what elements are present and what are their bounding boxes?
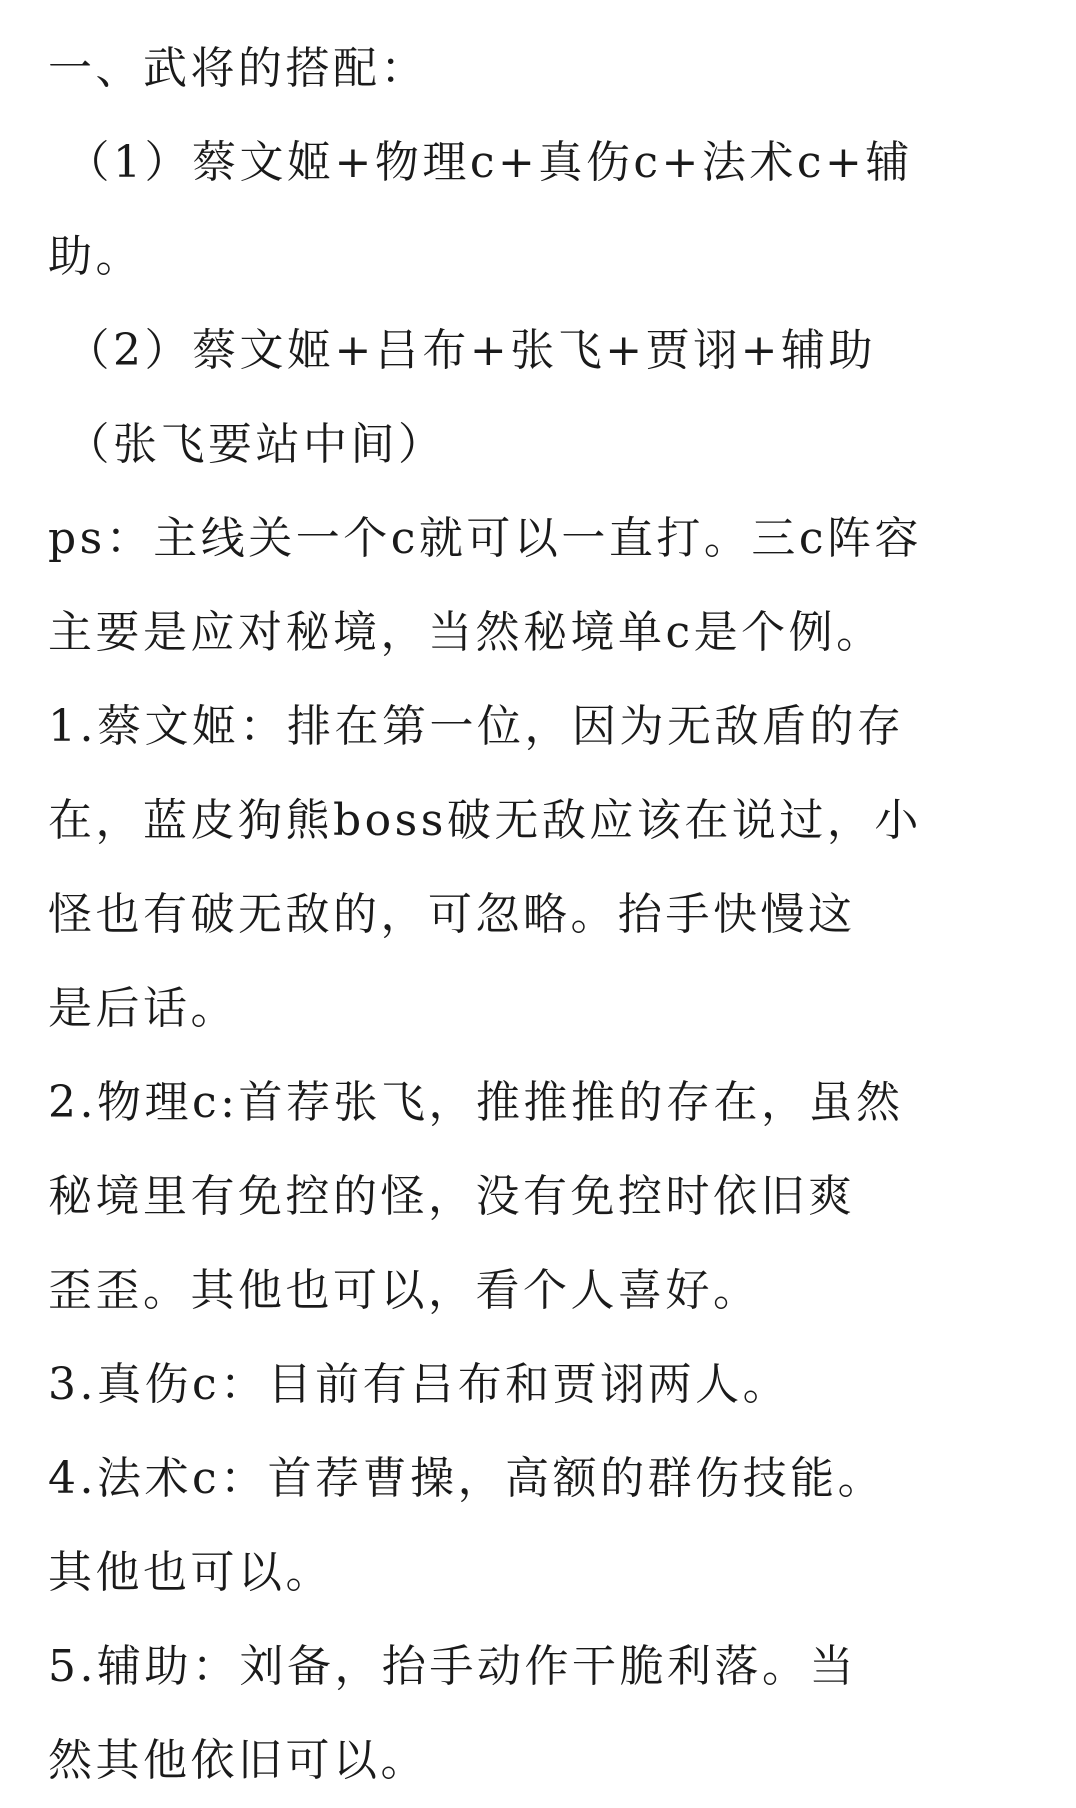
- text-line: 1.蔡文姬：排在第一位，因为无敌盾的存: [48, 701, 905, 752]
- text-line: （张飞要站中间）: [48, 419, 446, 470]
- text-line: 怪也有破无敌的，可忽略。抬手快慢这: [48, 889, 856, 940]
- text-line: 助。: [48, 231, 143, 282]
- text-line: 秘境里有免控的怪，没有免控时依旧爽: [48, 1171, 856, 1222]
- text-line: 歪歪。其他也可以，看个人喜好。: [48, 1265, 761, 1316]
- text-line: 3.真伤c：目前有吕布和贾诩两人。: [48, 1359, 791, 1410]
- text-line: 主要是应对秘境，当然秘境单c是个例。: [48, 607, 884, 658]
- text-line: （1）蔡文姬+物理c+真伤c+法术c+辅: [48, 137, 913, 188]
- text-line: 2.物理c:首荐张飞，推推推的存在，虽然: [48, 1077, 904, 1128]
- text-line: 4.法术c：首荐曹操，高额的群伤技能。: [48, 1453, 886, 1504]
- text-line: 在，蓝皮狗熊boss破无敌应该在说过，小: [48, 795, 922, 846]
- text-line: 其他也可以。: [48, 1547, 333, 1598]
- text-line: 然其他依旧可以。: [48, 1735, 428, 1786]
- text-line: ps：主线关一个c就可以一直打。三c阵容: [48, 513, 923, 564]
- text-line: （2）蔡文姬+吕布+张飞+贾诩+辅助: [48, 325, 876, 376]
- document-body: [48, 22, 1058, 1808]
- section-heading: 一、武将的搭配：: [48, 43, 428, 94]
- text-line: 5.辅助：刘备，抬手动作干脆利落。当: [48, 1641, 857, 1692]
- text-line: 是后话。: [48, 983, 238, 1034]
